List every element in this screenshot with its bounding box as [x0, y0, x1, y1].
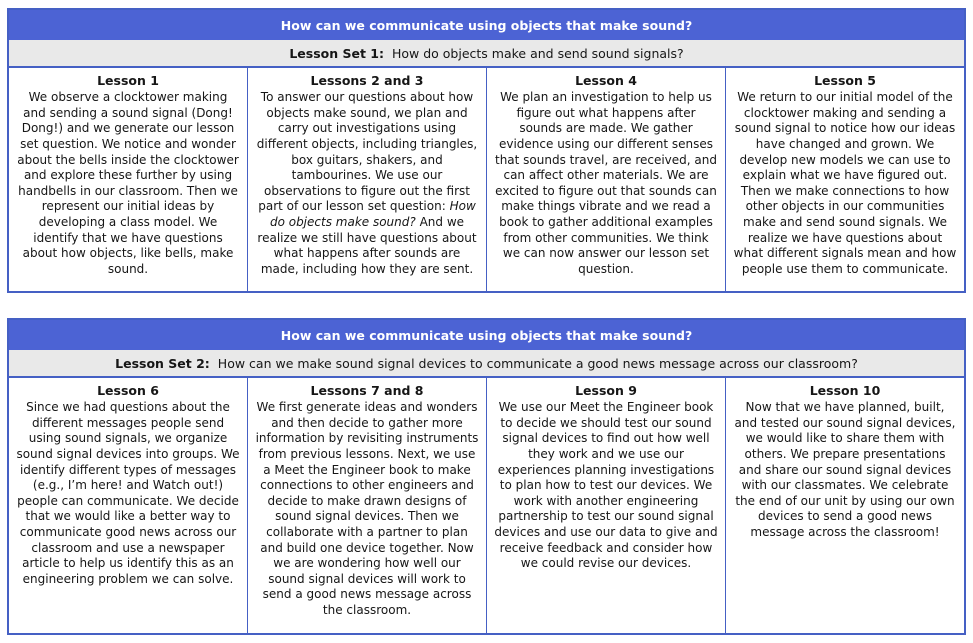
lesson-set-2-text	[115, 356, 858, 371]
lesson-5-heading: Lesson 5	[814, 73, 876, 88]
lesson-set-1-label: Lesson Set 1:	[289, 45, 384, 61]
lesson-set-2-label: Lesson Set 2:	[115, 355, 210, 371]
lesson-set-1-question: How do objects make and send sound signals?	[391, 45, 684, 61]
lessons-7-8-cell	[248, 378, 487, 633]
lesson-9-heading: Lesson 9	[575, 383, 637, 398]
unit-question-text: How can we communicate using objects that make sound?	[280, 17, 693, 33]
lesson-1-cell	[9, 68, 248, 291]
lessons-2-3-summary-pre: To answer our questions about how objects make sound, we plan and carry out investigations using different objects, including triangles, box guitars, shakers, and tambourines. We use our observations to figure out the first part of our lesson set question:	[256, 90, 478, 214]
lessons-2-3-summary	[255, 90, 479, 277]
lesson-set-1-subheader	[9, 40, 964, 68]
lessons-7-8-summary: We first generate ideas and wonders and then decide to gather more information by revisiting instruments from previous lessons. Next, we use a Meet the Engineer book to make connections to other engineers and decide to make drawn designs of sound signal devices. Then we collaborate with a partner to plan and build one device together. Now we are wondering how well our sound signal devices will work to send a good news message across the classroom.	[255, 400, 479, 617]
lessons-2-3-summary-italic: How do objects make sound?	[269, 199, 476, 229]
lesson-1-summary: We observe a clocktower making and sending a sound signal (Dong! Dong!) and we generate our lesson set question. We notice and wonder about the bells inside the clocktower and explore these further by using handbells in our classroom. Then we represent our initial ideas by developing a class model. We identify that we have questions about how objects, like bells, make sound.	[17, 90, 239, 276]
lesson-set-2-subheader	[9, 350, 964, 378]
lesson-4-cell	[487, 68, 726, 291]
lesson-10-heading: Lesson 10	[809, 383, 881, 398]
unit-question-text-2: How can we communicate using objects that make sound?	[280, 327, 693, 343]
lesson-set-1-columns	[9, 68, 964, 291]
lesson-6-summary: Since we had questions about the different messages people send using sound signals, we organize sound signal devices into groups. We identify different types of messages (e.g., I’m here! and Watch out!) people can communicate. We decide that we would like a better way to communicate good news across our classroom and use a newspaper article to help us identify this as an engineering problem we can solve.	[16, 400, 240, 586]
lesson-1-heading: Lesson 1	[97, 73, 159, 88]
lesson-10-summary: Now that we have planned, built, and tested our sound signal devices, we would like to share them with others. We prepare presentations and share our sound signal devices with our classmates. We celebrate the end of our unit by using our own devices to send a good news message across the classroom!	[734, 400, 956, 539]
lesson-9-summary: We use our Meet the Engineer book to decide we should test our sound signal devices to find out how well they work and we use our experiences planning investigations to plan how to test our devices. We work with another engineering partnership to test our sound signal devices and use our data to give and receive feedback and consider how we could revise our devices.	[494, 400, 718, 571]
lessons-2-3-summary-post: And we realize we still have questions about what happens after sounds are made, including how they are sent.	[257, 215, 477, 276]
lesson-set-2-question: How can we make sound signal devices to communicate a good news message across our classroom?	[217, 355, 858, 371]
lesson-set-1-text	[289, 46, 683, 61]
lessons-2-3-heading: Lessons 2 and 3	[310, 73, 424, 88]
unit-question-banner	[9, 10, 964, 40]
lesson-set-2-table	[7, 318, 966, 635]
lesson-4-heading: Lesson 4	[575, 73, 637, 88]
lesson-6-heading: Lesson 6	[97, 383, 159, 398]
lesson-set-1-table	[7, 8, 966, 293]
lesson-10-cell	[726, 378, 964, 633]
lesson-4-summary: We plan an investigation to help us figure out what happens after sounds are made. We gather evidence using our different senses that sounds travel, are received, and can affect other materials. We are excited to figure out that sounds can make things vibrate and we read a book to gather additional examples from other communities. We think we can now answer our lesson set question.	[494, 90, 717, 276]
lessons-7-8-heading: Lessons 7 and 8	[310, 383, 424, 398]
unit-question-banner-2	[9, 320, 964, 350]
lesson-5-summary: We return to our initial model of the clocktower making and sending a sound signal to notice how our ideas have changed and grown. We develop new models we can use to explain what we have figured out. Then we make connections to how other objects in our communities make and send sound signals. We realize we have questions about what different signals mean and how people use them to communicate.	[733, 90, 957, 276]
lesson-9-cell	[487, 378, 726, 633]
lesson-5-cell	[726, 68, 964, 291]
lesson-6-cell	[9, 378, 248, 633]
lesson-set-2-columns	[9, 378, 964, 633]
lessons-2-3-cell	[248, 68, 487, 291]
